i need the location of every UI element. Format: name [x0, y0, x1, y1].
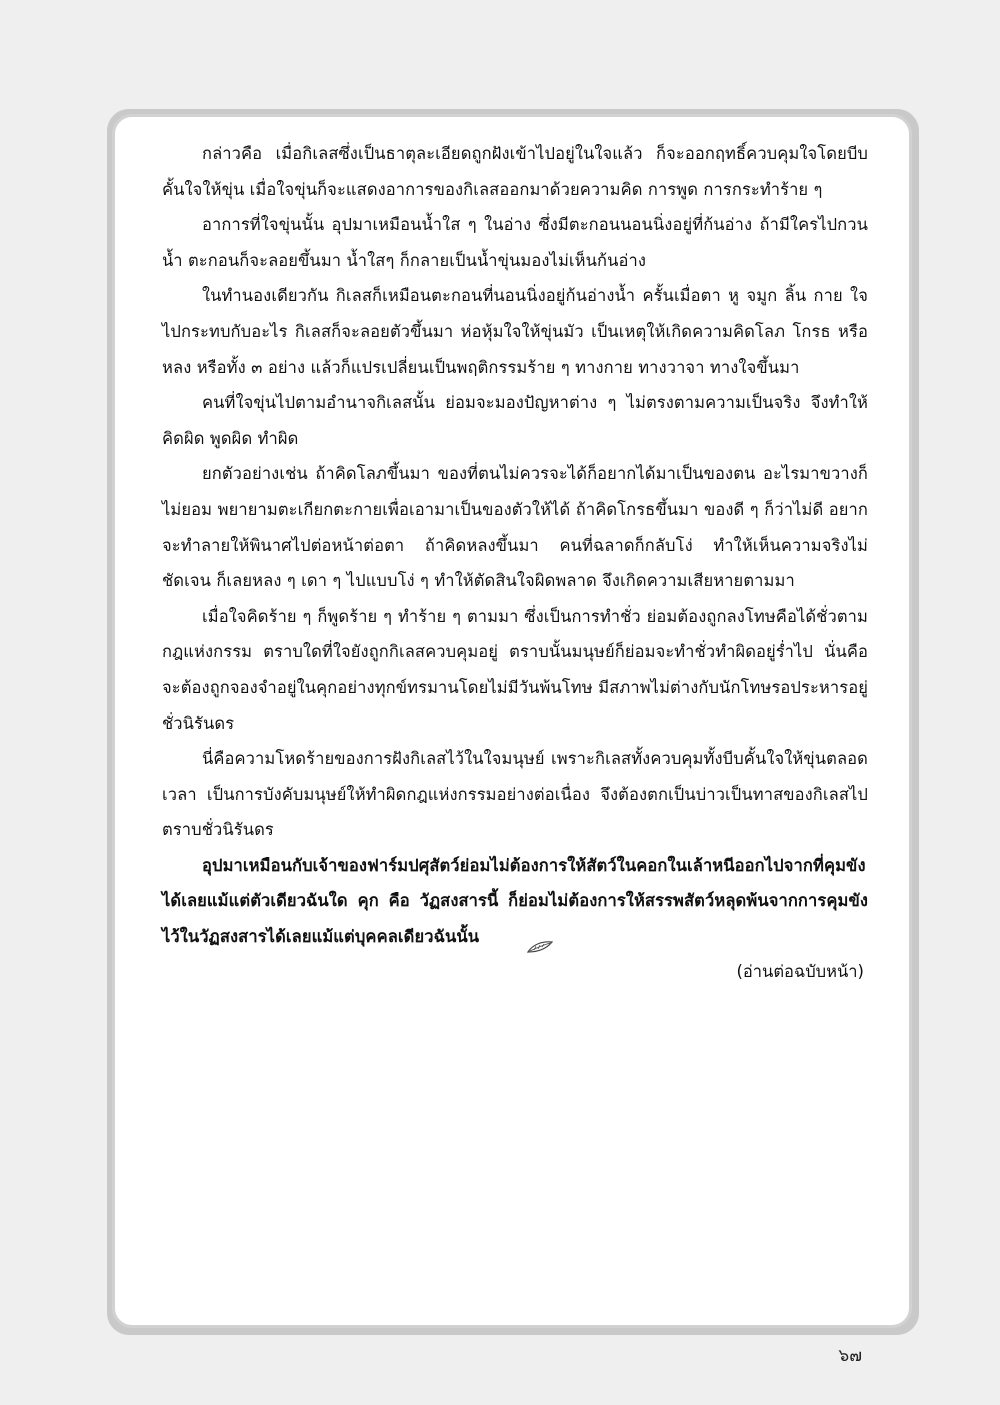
body-paragraph: ยกตัวอย่างเช่น ถ้าคิดโลภขึ้นมา ของที่ตนไม่ควรจะได้ก็อยากได้มาเป็นของตน อะไรมาขวางก็ไม่ยอม พยายามตะเกียกตะกายเพื่อเอามาเป็นของตัวให้ได้ ถ้าคิดโกรธขึ้นมา ของดี ๆ ก็ว่าไม่ดี อยากจะทำลายให้พินาศไปต่อหน้าต่อตา ถ้าคิดหลงขึ้นมา คนที่ฉลาดก็กลับโง่ ทำให้เห็นความจริงไม่ชัดเจน ก็เลยหลง ๆ เดา ๆ ไปแบบโง่ ๆ ทำให้ตัดสินใจผิดพลาด จึงเกิดความเสียหายตามมา — [162, 464, 868, 591]
body-paragraph: กล่าวคือ เมื่อกิเลสซึ่งเป็นธาตุละเอียดถูกฝังเข้าไปอยู่ในใจแล้ว ก็จะออกฤทธิ์ควบคุมใจโดยบีบคั้นใจให้ขุ่น เมื่อใจขุ่นก็จะแสดงอาการของกิเลสออกมาด้วยความคิด การพูด การกระทำร้าย ๆ — [162, 144, 868, 199]
body-paragraph: ในทำนองเดียวกัน กิเลสก็เหมือนตะกอนที่นอนนิ่งอยู่ก้นอ่างน้ำ ครั้นเมื่อตา หู จมูก ลิ้น กาย ใจ ไปกระทบกับอะไร กิเลสก็จะลอยตัวขึ้นมา ห่อหุ้มใจให้ขุ่นมัว เป็นเหตุให้เกิดความคิดโลภ โกรธ หรือหลง หรือทั้ง ๓ อย่าง แล้วก็แปรเปลี่ยนเป็นพฤติกรรมร้าย ๆ ทางกาย ทางวาจา ทางใจขึ้นมา — [162, 286, 868, 377]
continued-note: (อ่านต่อฉบับหน้า) — [736, 961, 864, 981]
body-paragraph: คนที่ใจขุ่นไปตามอำนาจกิเลสนั้น ย่อมจะมองปัญหาต่าง ๆ ไม่ตรงตามความเป็นจริง จึงทำให้คิดผิด พูดผิด ทำผิด — [162, 393, 868, 448]
article-body — [162, 136, 868, 987]
closing-paragraph-text: อุปมาเหมือนกับเจ้าของฟาร์มปศุสัตว์ย่อมไม่ต้องการให้สัตว์ในคอกในเล้าหนีออกไปจากที่คุมขังได้เลยแม้แต่ตัวเดียวฉันใด คุก คือ วัฏสงสารนี้ ก็ย่อมไม่ต้องการให้สรรพสัตว์หลุดพ้นจากการคุมขังไว้ในวัฏสงสารได้เลยแม้แต่บุคคลเดียวฉันนั้น — [162, 855, 868, 947]
body-paragraph: อาการที่ใจขุ่นนั้น อุปมาเหมือนน้ำใส ๆ ในอ่าง ซึ่งมีตะกอนนอนนิ่งอยู่ที่ก้นอ่าง ถ้ามีใครไปกวนน้ำ ตะกอนก็จะลอยขึ้นมา น้ำใสๆ ก็กลายเป็นน้ำขุ่นมองไม่เห็นก้นอ่าง — [162, 215, 868, 270]
closing-paragraph — [162, 848, 868, 955]
body-paragraph: นี่คือความโหดร้ายของการฝังกิเลสไว้ในใจมนุษย์ เพราะกิเลสทั้งควบคุมทั้งบีบคั้นใจให้ขุ่นตลอดเวลา เป็นการบังคับมนุษย์ให้ทำผิดกฎแห่งกรรมอย่างต่อเนื่อง จึงต้องตกเป็นบ่าวเป็นทาสของกิเลสไปตราบชั่วนิรันดร — [162, 749, 868, 840]
leaf-icon — [487, 931, 513, 945]
body-paragraph: เมื่อใจคิดร้าย ๆ ก็พูดร้าย ๆ ทำร้าย ๆ ตามมา ซึ่งเป็นการทำชั่ว ย่อมต้องถูกลงโทษคือได้ชั่วตามกฎแห่งกรรม ตราบใดที่ใจยังถูกกิเลสควบคุมอยู่ ตราบนั้นมนุษย์ก็ย่อมจะทำชั่วทำผิดอยู่ร่ำไป นั่นคือ จะต้องถูกจองจำอยู่ในคุกอย่างทุกข์ทรมานโดยไม่มีวันพ้นโทษ มีสภาพไม่ต่างกับนักโทษรอประหารอยู่ชั่วนิรันดร — [162, 606, 868, 733]
page-number: ๖๗ — [838, 1346, 862, 1366]
